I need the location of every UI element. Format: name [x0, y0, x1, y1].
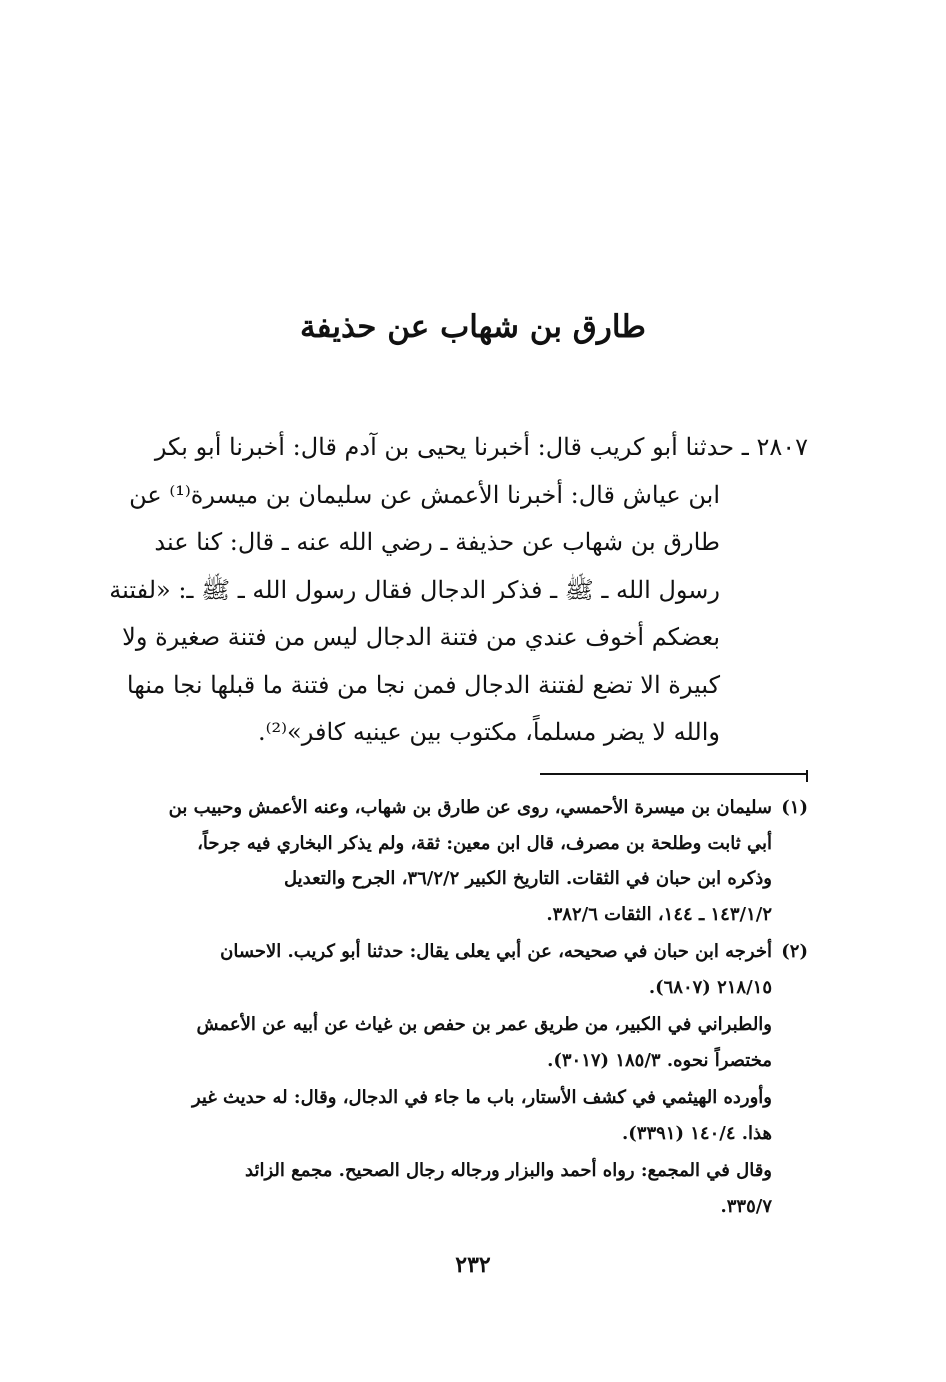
footnote-line: ٢١٨/١٥ (٦٨٠٧). — [648, 976, 772, 998]
footnote-line: هذا. ١٤٠/٤ (٣٣٩١). — [622, 1122, 772, 1144]
footnote-line: ٣٣٥/٧. — [720, 1195, 772, 1217]
hadith-line: ٢٨٠٧ ـ حدثنا أبو كريب قال: أخبرنا يحيى بن آدم قال: أخبرنا أبو بكر — [154, 433, 808, 461]
hadith-line: بعضكم أخوف عندي من فتنة الدجال ليس من فتنة صغيرة ولا — [122, 623, 720, 651]
footnote-line: وأورده الهيثمي في كشف الأستار، باب ما جاء في الدجال، وقال: له حديث غير — [191, 1087, 772, 1108]
footnote-line: وذكره ابن حبان في الثقات. التاريخ الكبير ٣٦/٢/٢، الجرح والتعديل — [284, 868, 772, 889]
footnote-1 — [118, 790, 808, 932]
footnote-2-paragraph — [118, 1007, 808, 1078]
hadith-line: كبيرة الا تضع لفتنة الدجال فمن نجا من فتنة ما قبلها نجا منها — [126, 670, 720, 699]
footnote-line: أبي ثابت وطلحة بن مصرف، قال ابن معين: ثقة، ولم يذكر البخاري فيه جرحاً، — [197, 832, 772, 854]
page-number: ٢٣٢ — [455, 1252, 491, 1278]
footnote-line: مختصراً نحوه. ١٨٥/٣ (٣٠١٧). — [547, 1049, 772, 1071]
footnote-2-paragraph — [118, 1080, 808, 1151]
hadith-text — [108, 424, 808, 757]
footnote-number: (٢) — [781, 941, 808, 962]
footnote-line: سليمان بن ميسرة الأحمسي، روى عن طارق بن شهاب، وعنه الأعمش وحبيب بن — [168, 797, 772, 818]
footnote-line: ١٤٣/١/٢ ـ ١٤٤، الثقات ٣٨٢/٦. — [546, 903, 772, 925]
footnotes — [118, 790, 808, 1226]
footnote-line: أخرجه ابن حبان في صحيحه، عن أبي يعلى يقال: حدثنا أبو كريب. الاحسان — [220, 941, 772, 962]
footnote-number: (١) — [781, 797, 808, 818]
footnote-2-paragraph — [118, 1153, 808, 1224]
chapter-title: طارق بن شهاب عن حذيفة — [300, 309, 646, 345]
footnote-body — [118, 934, 772, 1005]
hadith-line: رسول الله ـ ﷺ ـ فذكر الدجال فقال رسول الله ـ ﷺ ـ: «لفتنة — [109, 575, 720, 604]
footnote-line: والطبراني في الكبير، من طريق عمر بن حفص بن غياث عن أبيه عن الأعمش — [196, 1014, 772, 1035]
footnote-body — [118, 790, 772, 932]
footnote-separator-tick — [806, 770, 808, 782]
hadith-line: والله لا يضر مسلماً، مكتوب بين عينيه كافر»⁽²⁾. — [258, 718, 720, 746]
hadith-line: طارق بن شهاب عن حذيفة ـ رضي الله عنه ـ قال: كنا عند — [154, 528, 720, 556]
hadith-line: ابن عياش قال: أخبرنا الأعمش عن سليمان بن ميسرة⁽¹⁾ عن — [129, 480, 720, 509]
footnote-separator — [540, 773, 808, 775]
footnote-line: وقال في المجمع: رواه أحمد والبزار ورجاله رجال الصحيح. مجمع الزائد — [245, 1160, 772, 1181]
footnote-2 — [118, 934, 808, 1005]
